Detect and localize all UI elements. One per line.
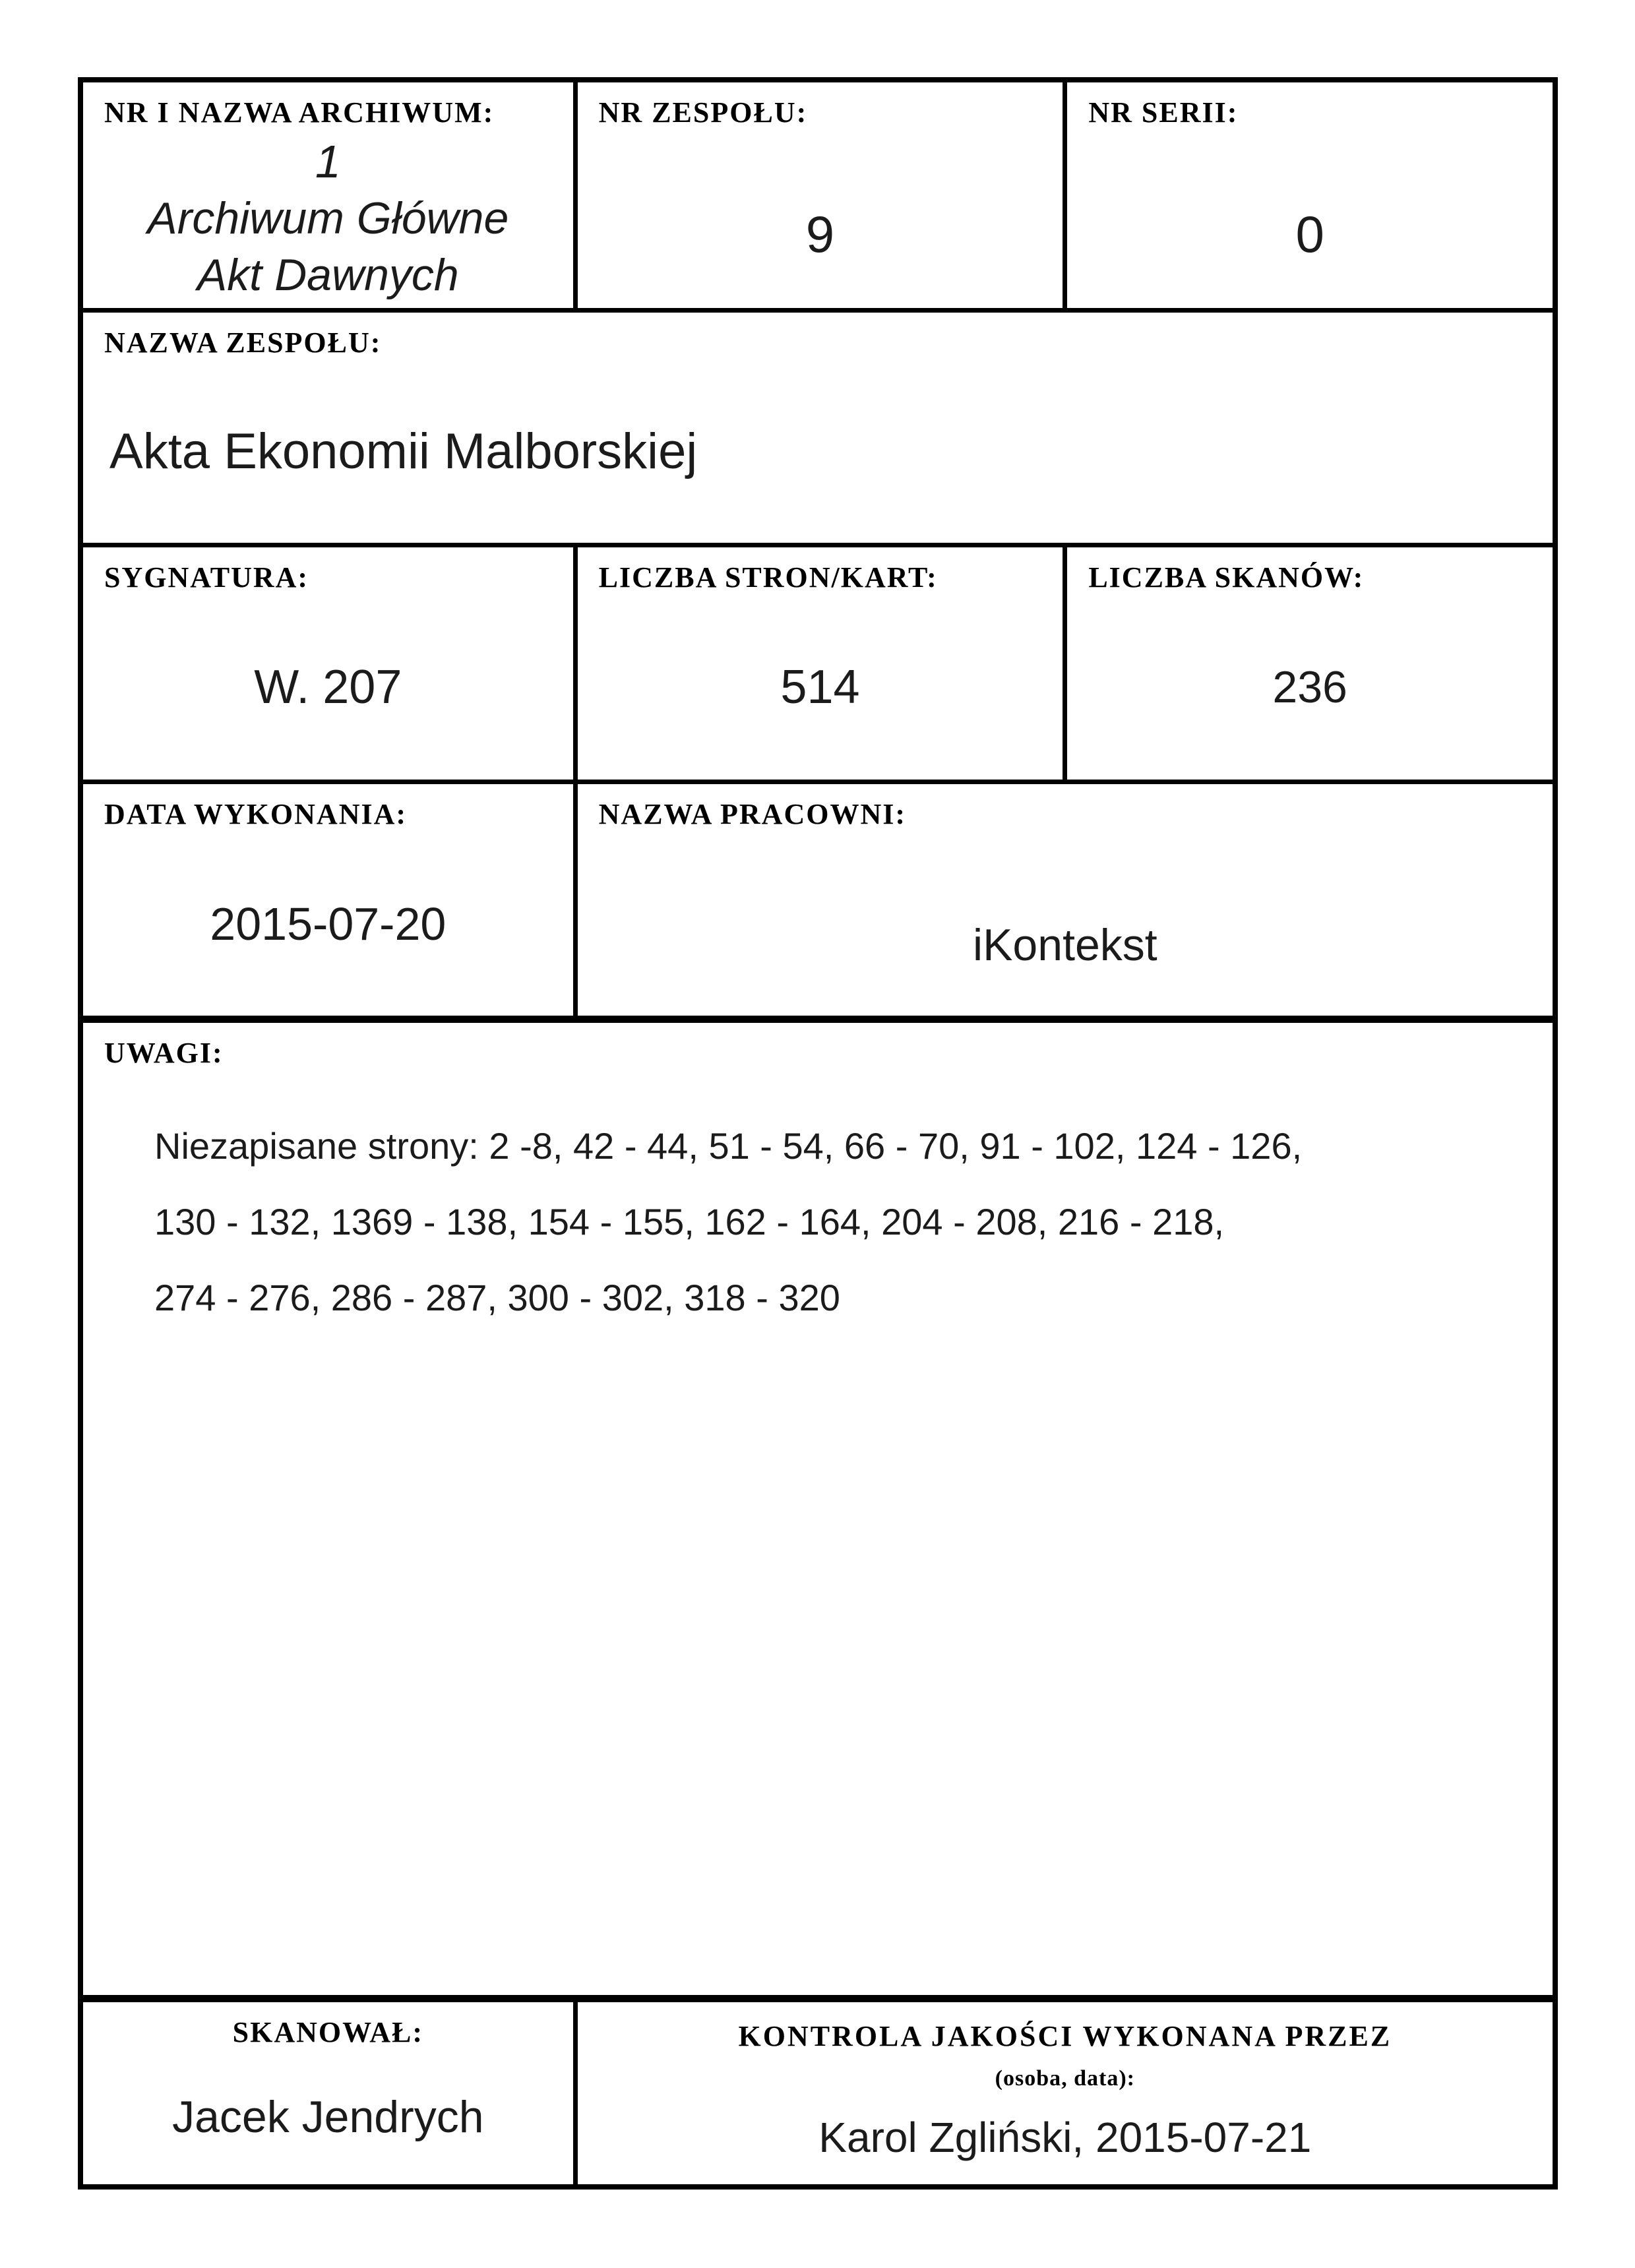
signature-value-area [83,596,573,780]
quality-control-sublabel: (osoba, data): [995,2066,1135,2091]
series-number-label: NR SERII: [1088,96,1239,129]
studio-name-value: iKontekst [972,919,1157,970]
cell-fonds-number [573,82,1063,308]
scanned-by-label: SKANOWAŁ: [232,2016,424,2048]
remarks-line: Niezapisane strony: 2 -8, 42 - 44, 51 - 54, 66 - 70, 91 - 102, 124 - 126, [154,1124,1303,1167]
cell-archive-number-name [83,82,573,308]
remarks-label: UWAGI: [104,1037,224,1069]
page-count-value: 514 [780,661,860,714]
quality-control-value: Karol Zgliński, 2015-07-21 [818,2113,1312,2161]
series-number-value-area [1067,131,1553,308]
cell-studio-name [573,780,1553,1016]
scan-count-label: LICZBA SKANÓW: [1088,561,1365,594]
remarks-line: 274 - 276, 286 - 287, 300 - 302, 318 - 320 [154,1276,840,1318]
cell-page-count [573,543,1063,780]
archive-name-line1: Archiwum Główne [147,193,509,243]
cell-signature [83,543,573,780]
studio-name-value-area [578,832,1553,1016]
cell-date-made [83,780,573,1016]
quality-control-value-area [578,2091,1553,2184]
archive-number: 1 [315,135,341,187]
quality-control-label: KONTROLA JAKOŚCI WYKONANA PRZEZ [738,2020,1392,2052]
scanned-by-value: Jacek Jendrych [172,2092,484,2143]
date-made-label: DATA WYKONANIA: [104,798,408,830]
archive-name-line2: Akt Dawnych [197,249,459,300]
fonds-number-value-area [578,131,1063,308]
fonds-number-label: NR ZESPOŁU: [598,96,808,129]
cell-quality-control [573,1995,1553,2184]
scan-count-value-area [1067,596,1553,780]
date-made-value: 2015-07-20 [210,898,447,950]
scan-count-value: 236 [1272,662,1347,713]
remarks-line: 130 - 132, 1369 - 138, 154 - 155, 162 - 164, 204 - 208, 216 - 218, [154,1200,1225,1242]
fonds-name-label: NAZWA ZESPOŁU: [104,326,382,359]
archive-metadata-table [78,77,1558,2190]
page-count-label: LICZBA STRON/KART: [598,561,938,594]
cell-scanned-by [83,1995,573,2184]
cell-remarks [83,1016,1553,1995]
remarks-text-block [83,1071,1553,1335]
date-made-value-area [83,832,573,1016]
fonds-name-value-area [83,361,1553,543]
studio-name-label: NAZWA PRACOWNI: [598,798,907,830]
fonds-number-value: 9 [805,204,835,263]
signature-label: SYGNATURA: [104,561,309,594]
series-number-value: 0 [1295,204,1324,263]
cell-series-number [1063,82,1553,308]
page-count-value-area [578,596,1063,780]
fonds-name-value: Akta Ekonomii Malborskiej [109,423,698,480]
archive-label: NR I NAZWA ARCHIWUM: [104,96,495,129]
cell-fonds-name [83,308,1553,543]
archive-value-stack [83,133,573,308]
scanned-by-value-area [83,2050,573,2184]
signature-value: W. 207 [254,661,402,714]
cell-scan-count [1063,543,1553,780]
